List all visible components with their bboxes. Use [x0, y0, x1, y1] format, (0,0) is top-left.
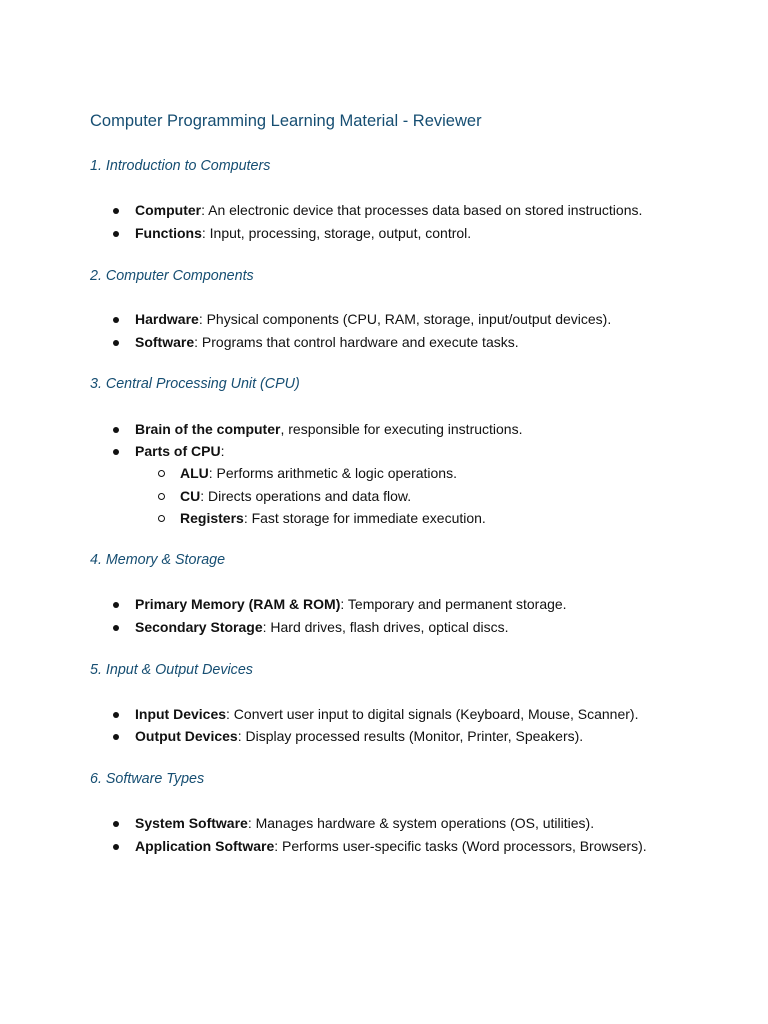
bullet-icon [113, 821, 119, 827]
term: Secondary Storage [135, 619, 263, 635]
term: ALU [180, 465, 209, 481]
bullet-icon [113, 340, 119, 346]
hollow-bullet-icon [158, 515, 165, 522]
definition: : Convert user input to digital signals (Keyboard, Mouse, Scanner). [226, 706, 639, 722]
bullet-icon [113, 734, 119, 740]
term: Primary Memory (RAM & ROM) [135, 596, 341, 612]
bullet-icon [113, 317, 119, 323]
definition: : Input, processing, storage, output, control. [201, 225, 472, 241]
definition: : Performs user-specific tasks (Word processors, Browsers). [274, 838, 647, 854]
bullet-icon [113, 231, 119, 237]
term: Software [135, 334, 195, 350]
definition: : Temporary and permanent storage. [340, 596, 567, 612]
term: Functions [135, 225, 202, 241]
section-heading-software-types: 6. Software Types [90, 771, 205, 787]
definition: : Directs operations and data flow. [200, 488, 412, 504]
term: Hardware [135, 311, 199, 327]
bullet-icon [113, 712, 119, 718]
definition: : Fast storage for immediate execution. [243, 510, 486, 526]
hollow-bullet-icon [158, 470, 165, 477]
definition: : An electronic device that processes data based on stored instructions. [201, 202, 643, 218]
term: CU [180, 488, 201, 504]
term: Application Software [135, 838, 275, 854]
term: Computer [135, 202, 202, 218]
section-heading-components: 2. Computer Components [90, 268, 254, 284]
section-heading-introduction: 1. Introduction to Computers [90, 158, 271, 174]
term: Registers [180, 510, 244, 526]
section-heading-io-devices: 5. Input & Output Devices [90, 662, 253, 678]
term: Input Devices [135, 706, 227, 722]
term: System Software [135, 815, 248, 831]
bullet-icon [113, 427, 119, 433]
term: Brain of the computer [135, 421, 281, 437]
bullet-icon [113, 449, 119, 455]
definition: : [220, 443, 225, 459]
definition: , responsible for executing instructions. [280, 421, 523, 437]
term: Parts of CPU [135, 443, 221, 459]
bullet-icon [113, 602, 119, 608]
definition: : Programs that control hardware and execute tasks. [194, 334, 519, 350]
definition: : Physical components (CPU, RAM, storage, input/output devices). [198, 311, 612, 327]
definition: : Display processed results (Monitor, Printer, Speakers). [237, 728, 584, 744]
section-heading-cpu: 3. Central Processing Unit (CPU) [90, 376, 300, 392]
document-title: Computer Programming Learning Material - Reviewer [90, 112, 482, 130]
definition: : Performs arithmetic & logic operations. [208, 465, 457, 481]
bullet-icon [113, 844, 119, 850]
bullet-icon [113, 208, 119, 214]
definition: : Manages hardware & system operations (OS, utilities). [247, 815, 595, 831]
bullet-icon [113, 625, 119, 631]
definition: : Hard drives, flash drives, optical discs. [262, 619, 509, 635]
term: Output Devices [135, 728, 238, 744]
section-heading-memory: 4. Memory & Storage [90, 552, 226, 568]
hollow-bullet-icon [158, 493, 165, 500]
